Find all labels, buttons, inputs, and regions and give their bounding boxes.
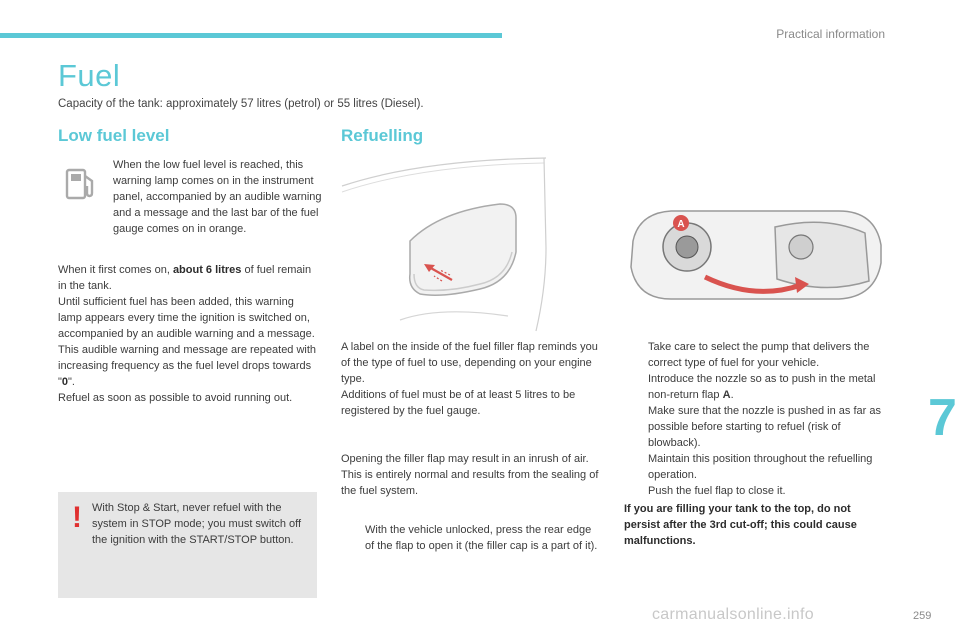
list-item bbox=[624, 483, 884, 499]
text-span: ". bbox=[68, 376, 75, 388]
body-line bbox=[536, 158, 546, 331]
body-line bbox=[400, 312, 508, 320]
low-fuel-intro: When the low fuel level is reached, this warning lamp comes on in the instrument panel, accompanied by an audible warning and a message and the last bar of the fuel gauge comes on in orange. bbox=[113, 159, 322, 235]
label-a: A bbox=[677, 219, 685, 230]
list-item-text: Push the fuel flap to close it. bbox=[648, 485, 786, 497]
list-item-text: With the vehicle unlocked, press the rear edge of the flap to open it (the filler cap is a part of it). bbox=[365, 524, 598, 552]
list-item-text: Maintain this position throughout the refuelling operation. bbox=[648, 453, 873, 481]
flap-a-label: A bbox=[722, 389, 731, 401]
chapter-number: 7 bbox=[928, 389, 957, 447]
text-span: When it first comes on, bbox=[58, 264, 173, 276]
page-number: 259 bbox=[913, 610, 932, 622]
litres-emphasis: about 6 litres bbox=[172, 264, 242, 276]
text-span: of fuel remain in the tank. bbox=[58, 264, 312, 292]
fuel-flap bbox=[410, 204, 516, 295]
label-info bbox=[341, 339, 601, 419]
filler-cap bbox=[789, 235, 813, 259]
text-span: Additions of fuel must be of at least 5 litres to be registered by the fuel gauge. bbox=[341, 389, 576, 417]
pump-window bbox=[71, 174, 81, 181]
text-span: . bbox=[730, 389, 734, 401]
text-span: Until sufficient fuel has been added, this warning lamp appears every time the ignition is switched on, accompanied by an audible warning and a message. This audible warning and message are repeated with increasing frequency as the fuel level drops towards " bbox=[58, 296, 317, 388]
fuel-flap-illustration bbox=[340, 156, 560, 334]
watermark: carmanualsonline.info bbox=[652, 606, 814, 623]
list-item-text: Make sure that the nozzle is pushed in as far as possible before starting to refuel (risk of blowback). bbox=[648, 405, 881, 449]
heading-low-fuel: Low fuel level bbox=[58, 126, 170, 145]
list-item bbox=[624, 403, 884, 451]
page-title: Fuel bbox=[58, 58, 121, 93]
warning-icon: ! bbox=[72, 501, 82, 534]
warning-box bbox=[58, 492, 317, 598]
text-span: A label on the inside of the fuel filler flap reminds you of the type of fuel to use, depending on your engine type. bbox=[341, 341, 598, 385]
header-accent-bar bbox=[0, 33, 502, 38]
list-item bbox=[624, 339, 884, 371]
section-label: Practical information bbox=[776, 27, 885, 41]
body-line bbox=[342, 158, 546, 186]
warning-text: With Stop & Start, never refuel with the system in STOP mode; you must switch off the ignition with the START/STOP button. bbox=[92, 502, 302, 546]
fuel-pump-icon bbox=[62, 164, 100, 202]
heading-refuelling: Refuelling bbox=[341, 126, 424, 145]
cutoff-warning: If you are filling your tank to the top, do not persist after the 3rd cut-off; this could cause malfunctions. bbox=[624, 503, 857, 547]
low-fuel-details bbox=[58, 262, 320, 406]
list-item-text: Take care to select the pump that delivers the correct type of fuel for your vehicle. bbox=[648, 341, 870, 369]
left-bullet-list bbox=[341, 522, 603, 554]
tank-capacity: Capacity of the tank: approximately 57 litres (petrol) or 55 litres (Diesel). bbox=[58, 98, 424, 110]
list-item bbox=[624, 371, 884, 403]
text-span: Refuel as soon as possible to avoid running out. bbox=[58, 392, 293, 404]
open-flap bbox=[775, 222, 869, 287]
list-item bbox=[341, 522, 603, 554]
inrush-info: Opening the filler flap may result in an inrush of air. This is entirely normal and results from the sealing of the fuel system. bbox=[341, 453, 599, 497]
filler-neck-illustration bbox=[625, 205, 887, 305]
right-bullet-list bbox=[624, 339, 884, 499]
zero-emphasis: 0 bbox=[61, 376, 69, 388]
list-item bbox=[624, 451, 884, 483]
non-return-flap bbox=[676, 236, 698, 258]
list-item-text: Introduce the nozzle so as to push in the metal non-return flap bbox=[648, 373, 876, 401]
